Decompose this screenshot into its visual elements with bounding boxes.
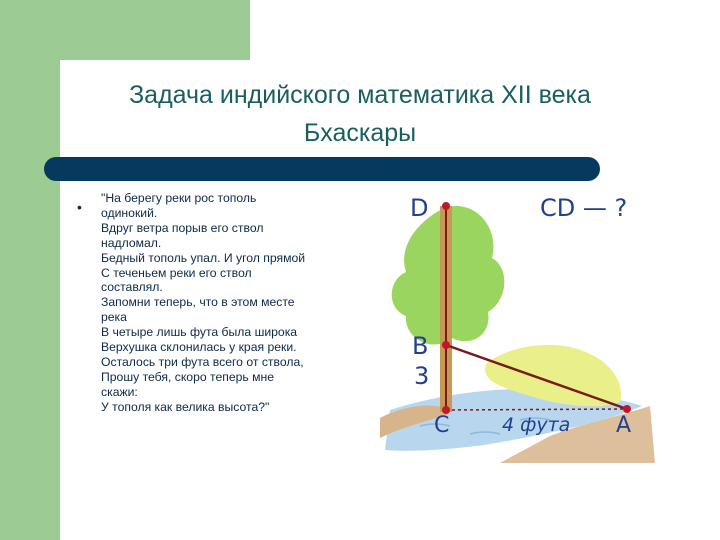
poem-line: Бедный тополь упал. И угол прямой: [101, 250, 306, 265]
poem-line: скажи:: [101, 384, 138, 399]
title-divider-bar: [44, 157, 600, 181]
poplar-problem-figure: [380, 188, 655, 463]
poem-line: Осталось три фута всего от ствола,: [101, 354, 304, 369]
poem-line: надломал.: [101, 235, 162, 250]
poem-line: С теченьем реки его ствол: [101, 265, 252, 280]
poem-line: В четыре лишь фута была широка: [101, 325, 298, 340]
slide-title: [80, 76, 640, 152]
bullet-point: •: [77, 199, 82, 215]
point-a: [623, 405, 631, 413]
label-question: CD — ?: [540, 194, 628, 222]
label-d: D: [410, 194, 429, 222]
poem-text: [101, 191, 363, 415]
poem-line: река: [101, 310, 127, 325]
left-green-band: [0, 0, 60, 540]
poem-line: Верхушка склонилась у края реки.: [101, 340, 297, 355]
poem-line: Прошу тебя, скоро теперь мне: [101, 369, 275, 384]
point-d: [442, 202, 450, 210]
label-a: A: [616, 413, 632, 438]
label-4-feet: 4 фута: [502, 414, 571, 436]
poem-line: одинокий.: [101, 205, 158, 220]
label-c: C: [434, 413, 450, 438]
point-b: [442, 341, 450, 349]
poem-line: Вдруг ветра порыв его ствол: [101, 220, 264, 235]
top-green-block: [60, 0, 250, 60]
label-3: 3: [414, 362, 430, 390]
slide-title-line-2: Бхаскары: [303, 119, 417, 147]
label-b: B: [412, 332, 429, 360]
poem-line: "На берегу реки рос тополь: [101, 191, 257, 205]
slide-title-line-1: Задача индийского математика XII века: [129, 81, 591, 109]
poem-line: Запомни теперь, что в этом месте: [101, 295, 295, 310]
poem-line: У тополя как велика высота?": [101, 399, 270, 414]
poem-line: составлял.: [101, 280, 163, 295]
